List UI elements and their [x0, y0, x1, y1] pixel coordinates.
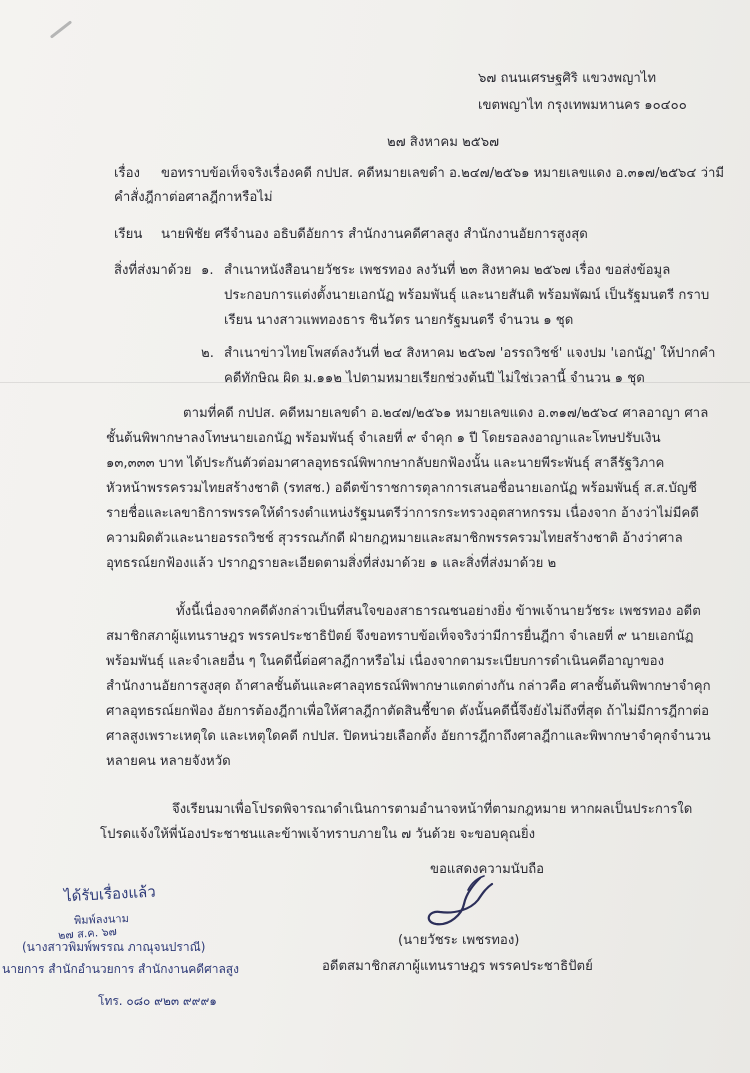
enclosure-label: สิ่งที่ส่งมาด้วย	[114, 263, 192, 278]
letter-date: ๒๗ สิงหาคม ๒๕๖๗	[387, 135, 500, 150]
enclosure-2-line-2: คดีทักษิณ ผิด ม.๑๑๒ ไปตามหมายเรียกช่วงต้นปี ไม่ใช่เวลานี้ จำนวน ๑ ชุด	[224, 371, 645, 386]
receipt-date: ๒๗ ส.ค. ๖๗	[57, 924, 118, 943]
enclosure-1-line-2: ประกอบการแต่งตั้งนายเอกนัฏ พร้อมพันธุ์ และนายสันติ พร้อมพัฒน์ เป็นรัฐมนตรี กราบ	[224, 288, 710, 303]
salutation-label: เรียน	[114, 227, 143, 242]
signer-title: อดีตสมาชิกสภาผู้แทนราษฎร พรรคประชาธิปัตย์	[322, 959, 593, 974]
receipt-sign: พิมพ์ลงนาม	[73, 912, 130, 927]
signature-mark	[420, 870, 500, 940]
address-line-2: เขตพญาไท กรุงเทพมหานคร ๑๐๔๐๐	[478, 98, 687, 113]
staple-mark	[50, 20, 72, 38]
para2-line: พร้อมพันธุ์ และจำเลยอื่น ๆ ในคดีนี้ต่อศาลฎีกาหรือไม่ เนื่องจากตามระเบียบการดำเนินคดีอาญาของ	[106, 654, 665, 669]
subject-line-1: ขอทราบข้อเท็จจริงเรื่องคดี กปปส. คดีหมายเลขดำ อ.๒๔๗/๒๕๖๑ หมายเลขแดง อ.๓๑๗/๒๕๖๔ ว่ามี	[161, 166, 725, 181]
signer-name: (นายวัชระ เพชรทอง)	[398, 933, 520, 948]
enclosure-2-number: ๒.	[201, 346, 214, 361]
receipt-position: นายการ สำนักอำนวยการ สำนักงานคดีศาลสูง	[2, 962, 239, 976]
para3-line: จึงเรียนมาเพื่อโปรดพิจารณาดำเนินการตามอำนาจหน้าที่ตามกฎหมาย หากผลเป็นประการใด	[172, 802, 693, 817]
para2-line: หลายคน หลายจังหวัด	[106, 754, 231, 769]
enclosure-1-line-3: เรียน นางสาวแพทองธาร ชินวัตร นายกรัฐมนตรี จำนวน ๑ ชุด	[224, 313, 574, 328]
salutation-recipient: นายพิชัย ศรีจำนอง อธิบดีอัยการ สำนักงานคดีศาลสูง สำนักงานอัยการสูงสุด	[161, 227, 588, 242]
address-line-1: ๖๗ ถนนเศรษฐศิริ แขวงพญาไท	[478, 71, 657, 86]
para2-line: ศาลสูงเพราะเหตุใด และเหตุใดคดี กปปส. ปิดหน่วยเลือกตั้ง อัยการฎีกาถึงศาลฎีกาและพิพากษาจำคุกจำนวน	[106, 729, 711, 744]
enclosure-1-number: ๑.	[201, 263, 214, 278]
para1-line: อุทธรณ์ยกฟ้องแล้ว ปรากฏรายละเอียดตามสิ่งที่ส่งมาด้วย ๑ และสิ่งที่ส่งมาด้วย ๒	[106, 556, 557, 571]
para2-line: ศาลอุทธรณ์ยกฟ้อง อัยการต้องฎีกาเพื่อให้ศาลฎีกาตัดสินชี้ขาด ดังนั้นคดีนี้จึงยังไม่ถึงที่สุด ถ้าไม่มีการฎีกาต่อ	[106, 704, 710, 719]
para1-line: ๑๓,๓๓๓ บาท ได้ประกันตัวต่อมาศาลอุทธรณ์พิพากษากลับยกฟ้องนั้น และนายพีระพันธุ์ สาลีรัฐวิภาค	[106, 456, 665, 471]
receipt-note: ได้รับเรื่องแล้ว	[63, 882, 157, 906]
closing-phrase: ขอแสดงความนับถือ	[430, 862, 545, 877]
para1-line: ชั้นต้นพิพากษาลงโทษนายเอกนัฏ พร้อมพันธุ์ จำเลยที่ ๙ จำคุก ๑ ปี โดยรอลงอาญาและโทษปรับเงิน	[106, 431, 661, 446]
para2-line: ทั้งนี้เนื่องจากคดีดังกล่าวเป็นที่สนใจของสาธารณชนอย่างยิ่ง ข้าพเจ้านายวัชระ เพชรทอง อดีต	[176, 604, 701, 619]
receipt-name: (นางสาวพิมพ์พรรณ ภาณุจนปราณี)	[22, 940, 206, 954]
enclosure-1-line-1: สำเนาหนังสือนายวัชระ เพชรทอง ลงวันที่ ๒๓ สิงหาคม ๒๕๖๗ เรื่อง ขอส่งข้อมูล	[224, 263, 671, 278]
para2-line: สำนักงานอัยการสูงสุด ถ้าศาลชั้นต้นและศาลอุทธรณ์พิพากษาแตกต่างกัน กล่าวคือ ศาลชั้นต้นพิพากษาจำคุก	[106, 679, 711, 694]
para1-line: รายชื่อและเลขาธิการพรรคให้ดำรงตำแหน่งรัฐมนตรีว่าการกระทรวงอุตสาหกรรม เนื่องจาก อ้างว่าไม่มีคดี	[106, 506, 699, 521]
subject-line-2: คำสั่งฎีกาต่อศาลฎีกาหรือไม่	[114, 190, 273, 205]
receipt-phone: โทร. ๐๘๐ ๙๒๓ ๙๙๙๑	[98, 994, 217, 1008]
para1-line: ตามที่คดี กปปส. คดีหมายเลขดำ อ.๒๔๗/๒๕๖๑ หมายเลขแดง อ.๓๑๗/๒๕๖๔ ศาลอาญา ศาล	[183, 406, 709, 421]
para1-line: ความผิดตัวและนายอรรถวิชช์ สุวรรณภักดี ฝ่ายกฎหมายและสมาชิกพรรครวมไทยสร้างชาติ อ้างว่าศาล	[106, 531, 683, 546]
para3-line: โปรดแจ้งให้พี่น้องประชาชนและข้าพเจ้าทราบภายใน ๗ วันด้วย จะขอบคุณยิ่ง	[100, 827, 536, 842]
para1-line: หัวหน้าพรรครวมไทยสร้างชาติ (รทสช.) อดีตข้าราชการตุลาการเสนอชื่อนายเอกนัฏ พร้อมพันธุ์ ส.ส.บัญชี	[106, 481, 697, 496]
subject-label: เรื่อง	[114, 166, 140, 181]
enclosure-2-line-1: สำเนาข่าวไทยโพสต์ลงวันที่ ๒๔ สิงหาคม ๒๕๖๗ 'อรรถวิชช์' แจงปม 'เอกนัฏ' ให้ปากคำ	[224, 346, 716, 361]
para2-line: สมาชิกสภาผู้แทนราษฎร พรรคประชาธิปัตย์ จึงขอทราบข้อเท็จจริงว่ามีการยื่นฎีกา จำเลยที่ ๙ นายเอกนัฏ	[106, 629, 694, 644]
